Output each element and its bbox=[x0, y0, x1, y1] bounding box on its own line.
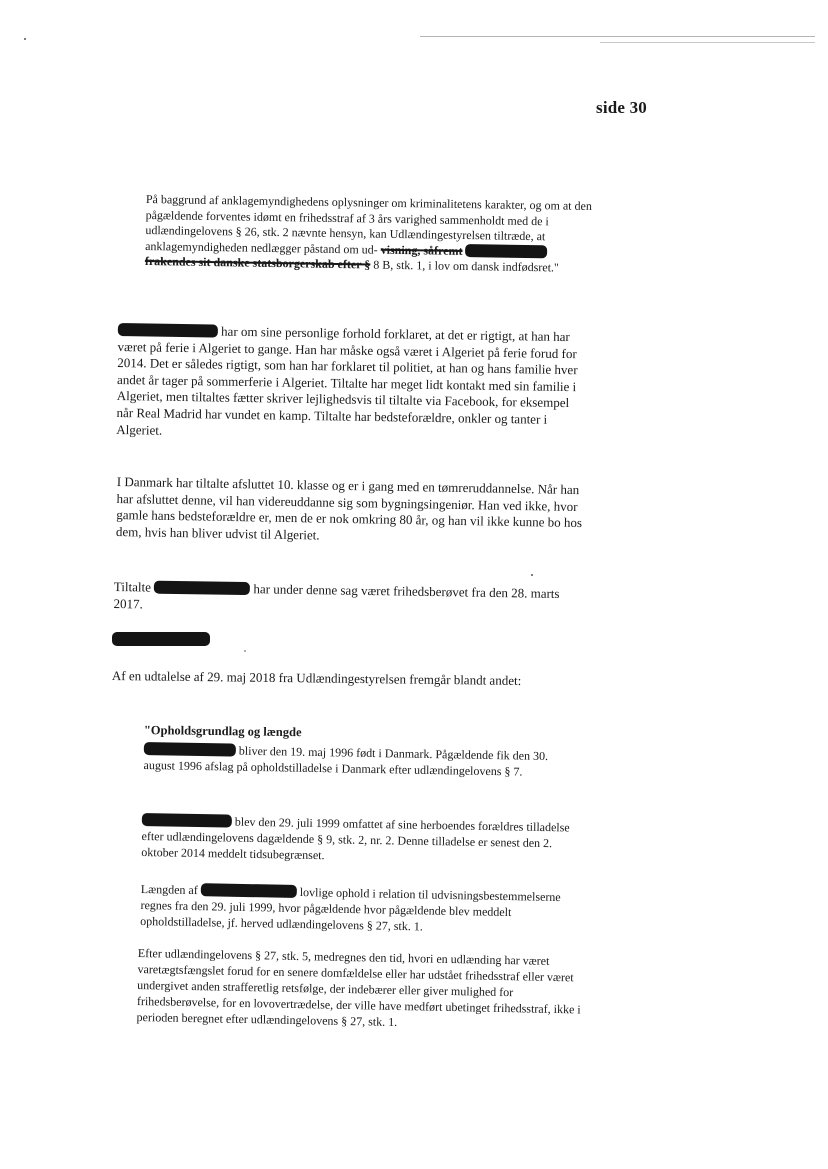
quote-paragraph-length-of-stay: Længden af lovlige ophold i relation til udvisningsbestemmelserne regnes fra den 29. juli 1999, hvor pågældende hvor pågældende blev meddelt opholdstilladelse, jf. herved udlændingelovens § 27, stk. 1. bbox=[140, 881, 561, 934]
redaction-bar bbox=[154, 581, 250, 596]
struck-text: visning, såfremt bbox=[380, 242, 463, 258]
scan-edge-line bbox=[420, 36, 815, 37]
scan-edge-line bbox=[600, 42, 815, 43]
quote-block-prosecution bbox=[145, 192, 594, 277]
scan-speck bbox=[244, 650, 246, 652]
redaction-bar bbox=[201, 883, 297, 898]
quote-text: På baggrund af anklagemyndighedens oplysninger om kriminalitetens karakter, og om at den pågældende forventes idømt en frihedsstraf af 3 års varighed sammenholdt med de i udlændingelovens § 26, stk. 2 nævnte hensyn, kan Udlændingestyrelsen tiltræde, at anklagemyndigheden nedlægger påstand om ud- visning, såfremt frakendes sit danske statsborgerskab efter § 8 B, stk. 1, i lov om dansk indfødsret." bbox=[144, 192, 593, 275]
paragraph-custody: Tiltalte har under denne sag været frihedsberøvet fra den 28. marts 2017. bbox=[113, 579, 560, 612]
quote-paragraph-section-27: Efter udlændingelovens § 27, stk. 5, medregnes den tid, hvori en udlænding har været varetægtsfængslet forud for en senere domfældelse eller har udstået frihedsstraf eller været undergivet anden strafferetlig retsfølge, der indebærer eller giver mulighed for frihedsberøvelse, for en lovovertrædelse, der ville have medført ubetinget frihedsstraf, ikke i perioden beregnet efter udlændingelovens § 27, stk. 1. bbox=[136, 945, 581, 1029]
scan-speck bbox=[24, 38, 26, 40]
redaction-bar bbox=[142, 813, 232, 828]
quote-paragraph-residence-permit: blev den 29. juli 1999 omfattet af sine herboendes forældres tilladelse efter udlændingelovens dagældende § 9, stk. 2, nr. 2. Denne tilladelse er senest den 2. oktober 2014 meddelt tidsubegrænset. bbox=[141, 814, 570, 863]
scan-speck bbox=[531, 574, 533, 576]
page-number: side 30 bbox=[596, 98, 647, 117]
paragraph-statement-intro: Af en udtalelse af 29. maj 2018 fra Udlændingestyrelsen fremgår blandt andet: bbox=[111, 668, 522, 689]
redaction-bar bbox=[465, 244, 547, 258]
redaction-bar bbox=[118, 323, 218, 338]
redacted-heading bbox=[112, 631, 210, 649]
redaction-bar bbox=[144, 742, 236, 757]
quote-paragraph-birth: bliver den 19. maj 1996 født i Danmark. Pågældende fik den 30. august 1996 afslag på opholdstilladelse i Danmark efter udlændingelovens § 7. bbox=[143, 743, 549, 779]
paragraph-personal-circumstances: har om sine personlige forhold forklaret, at det er rigtigt, at han har været på ferie i Algeriet to gange. Han har måske også været i Algeriet på ferie forud for 2014. Det er således rigtigt, som han har forklaret til politiet, at han og hans familie hver andet år tager på sommerferie i Algeriet. Tiltalte har meget lidt kontakt med sin familie i Algeriet, men tiltaltes fætter skriver lejlighedsvis til tiltalte via Facebook, for eksempel når Real Madrid har vundet en kamp. Tiltalte har bedsteforældre, onkler og tanter i Algeriet. bbox=[116, 323, 578, 438]
paragraph-education: I Danmark har tiltalte afsluttet 10. klasse og er i gang med en tømreruddannelse. Når han har afsluttet denne, vil han videreuddanne sig som bygningsingeniør. Han ved ikke, hvor gamle hans bedsteforældre er, men de er nok omkring 80 år, og han vil ikke kunne bo hos dem, hvis han bliver udvist til Algeriet. bbox=[115, 474, 583, 543]
struck-text: frakendes sit danske statsborgerskab efter § bbox=[144, 253, 371, 272]
quote-heading: "Opholdsgrundlag og længde bbox=[143, 722, 302, 740]
redaction-bar bbox=[112, 632, 210, 646]
